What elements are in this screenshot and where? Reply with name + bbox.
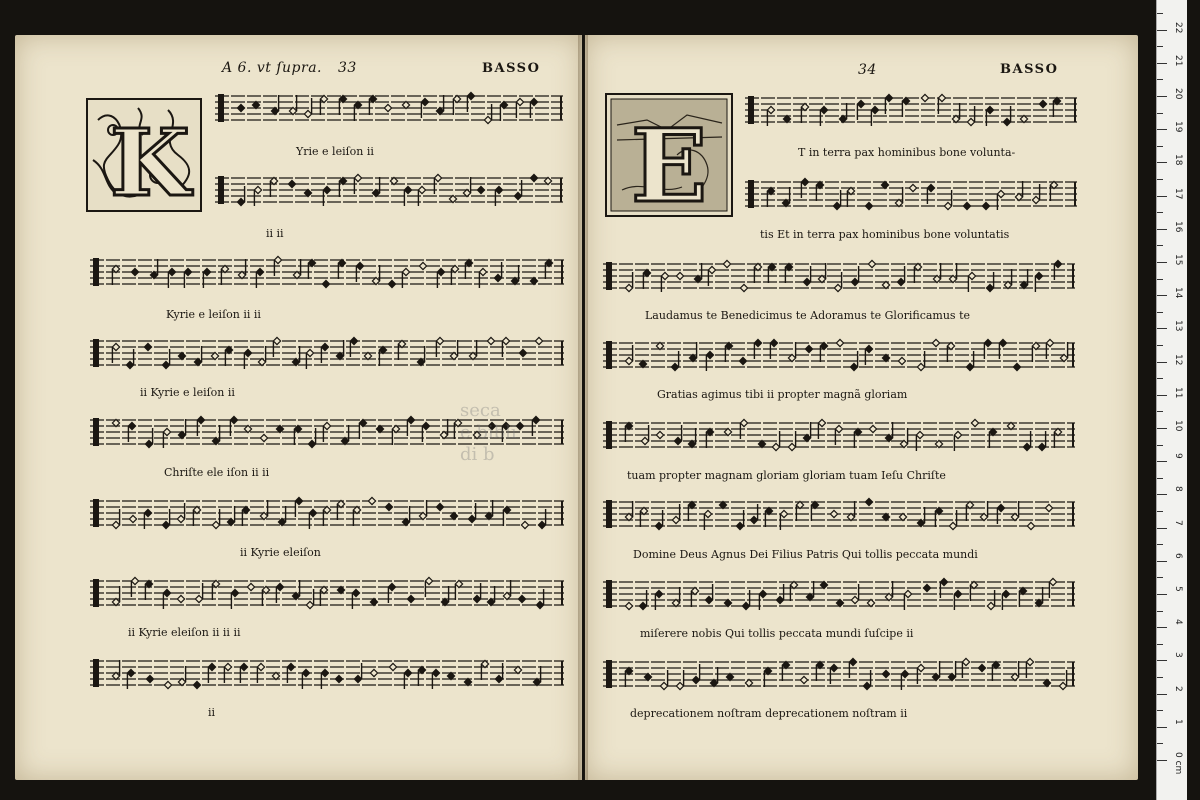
ruler-number: 19 bbox=[1173, 121, 1183, 133]
ruler-tick bbox=[1157, 561, 1167, 562]
ruler-tick bbox=[1157, 46, 1163, 47]
ruler-tick bbox=[1157, 694, 1167, 695]
music-staff bbox=[603, 335, 1075, 375]
lyric-line: Gratias agimus tibi ii propter magnã gloriam bbox=[657, 388, 908, 401]
music-staff bbox=[603, 494, 1075, 534]
ruler-tick bbox=[1157, 229, 1167, 230]
book-gutter bbox=[578, 35, 588, 780]
music-staff bbox=[745, 174, 1077, 214]
ruler-tick bbox=[1157, 212, 1163, 213]
ruler-number: 20 bbox=[1173, 88, 1183, 100]
ruler-tick bbox=[1157, 30, 1167, 31]
music-staff bbox=[90, 653, 564, 693]
measuring-ruler bbox=[1156, 0, 1187, 800]
lyric-line: Laudamus te Benedicimus te Adoramus te Glorificamus te bbox=[645, 309, 970, 322]
ruler-number: 15 bbox=[1173, 254, 1183, 266]
ruler-number: 7 bbox=[1173, 519, 1183, 526]
ruler-tick bbox=[1157, 196, 1167, 197]
ruler-tick bbox=[1157, 378, 1163, 379]
left-header-title: A 6. vt ſupra. bbox=[222, 60, 323, 76]
ruler-tick bbox=[1157, 461, 1167, 462]
lyric-line: T in terra pax hominibus bone volunta- bbox=[798, 146, 1016, 159]
ruler-number: 2 bbox=[1173, 685, 1183, 692]
ruler-tick bbox=[1157, 478, 1163, 479]
music-staff bbox=[603, 256, 1075, 296]
initial-e-letter: E bbox=[631, 107, 708, 215]
right-part-name: BASSO bbox=[1000, 62, 1059, 77]
lyric-line: tuam propter magnam gloriam gloriam tuam Ieſu Chriſte bbox=[627, 469, 946, 482]
music-staff bbox=[90, 333, 564, 373]
ruler-number: 18 bbox=[1173, 154, 1183, 166]
ruler-tick bbox=[1157, 611, 1163, 612]
ruler-tick bbox=[1157, 710, 1163, 711]
ruler-tick bbox=[1157, 395, 1167, 396]
ruler-number: 14 bbox=[1173, 287, 1183, 299]
ruler-number: 13 bbox=[1173, 320, 1183, 332]
watermark-line: e bibli bbox=[460, 422, 517, 443]
watermark-line: seca bbox=[460, 400, 501, 421]
lyric-line: ii Kyrie eleiſon bbox=[240, 546, 321, 559]
ruler-number: 6 bbox=[1173, 552, 1183, 559]
initial-k-letter: K bbox=[110, 109, 190, 210]
ruler-tick bbox=[1157, 312, 1163, 313]
ruler-number: 11 bbox=[1173, 386, 1183, 399]
music-staff bbox=[603, 654, 1075, 694]
ruler-number: 16 bbox=[1173, 220, 1183, 233]
ruler-tick bbox=[1157, 594, 1167, 595]
ruler-number: 0 cm bbox=[1173, 752, 1183, 775]
ruler-tick bbox=[1157, 528, 1167, 529]
ruler-tick bbox=[1157, 63, 1167, 64]
ruler-tick bbox=[1157, 743, 1163, 744]
ruler-number: 3 bbox=[1173, 652, 1183, 659]
initial-e-woodcut bbox=[605, 93, 733, 217]
ruler-tick bbox=[1157, 411, 1163, 412]
left-part-name: BASSO bbox=[482, 61, 541, 76]
ruler-tick bbox=[1157, 445, 1163, 446]
ruler-number: 12 bbox=[1173, 353, 1183, 366]
music-staff bbox=[90, 412, 564, 452]
ruler-tick bbox=[1157, 544, 1163, 545]
ruler-tick bbox=[1157, 644, 1163, 645]
ruler-number: 17 bbox=[1173, 187, 1183, 200]
ruler-number: 5 bbox=[1173, 586, 1183, 592]
music-staff bbox=[745, 90, 1077, 130]
ruler-number: 10 bbox=[1173, 420, 1183, 432]
ruler-tick bbox=[1157, 146, 1163, 147]
ruler-number: 8 bbox=[1173, 486, 1183, 493]
ruler-tick bbox=[1157, 627, 1167, 628]
ruler-tick bbox=[1157, 494, 1167, 495]
ruler-tick bbox=[1157, 677, 1163, 678]
left-page-number: 33 bbox=[338, 60, 357, 76]
lyric-line: miſerere nobis Qui tollis peccata mundi ſuſcipe ii bbox=[640, 627, 914, 640]
lyric-line: ii Kyrie eleiſon ii ii ii bbox=[128, 626, 241, 639]
ruler-tick bbox=[1157, 129, 1167, 130]
music-staff bbox=[603, 415, 1075, 455]
music-staff bbox=[215, 88, 563, 128]
ruler-tick bbox=[1157, 96, 1167, 97]
ruler-tick bbox=[1157, 79, 1163, 80]
music-staff bbox=[215, 170, 563, 210]
ruler-number: 21 bbox=[1173, 54, 1183, 67]
ruler-number: 1 bbox=[1173, 718, 1183, 725]
ruler-tick bbox=[1157, 295, 1167, 296]
watermark-line: di b bbox=[460, 444, 495, 465]
ruler-tick bbox=[1157, 362, 1167, 363]
music-staff bbox=[90, 493, 564, 533]
lyric-line: Chriſte ele iſon ii ii bbox=[164, 466, 270, 479]
initial-k-woodcut bbox=[86, 98, 202, 212]
ruler-tick bbox=[1157, 262, 1167, 263]
lyric-line: ii bbox=[208, 706, 216, 719]
ruler-tick bbox=[1157, 511, 1163, 512]
ruler-tick bbox=[1157, 727, 1167, 728]
lyric-line: Domine Deus Agnus Dei Filius Patris Qui tollis peccata mundi bbox=[633, 548, 978, 561]
lyric-line: Yrie e leiſon ii bbox=[296, 145, 374, 158]
ruler-tick bbox=[1157, 660, 1167, 661]
ruler-tick bbox=[1157, 428, 1167, 429]
lyric-line: tis Et in terra pax hominibus bone voluntatis bbox=[760, 228, 1010, 241]
ruler-tick bbox=[1157, 328, 1167, 329]
ruler-number: 22 bbox=[1173, 21, 1183, 34]
ruler-number: 4 bbox=[1173, 619, 1183, 625]
ruler-tick bbox=[1157, 245, 1163, 246]
ruler-tick bbox=[1157, 179, 1163, 180]
music-staff bbox=[90, 573, 564, 613]
ruler-tick bbox=[1157, 760, 1167, 761]
ruler-tick bbox=[1157, 113, 1163, 114]
right-page-number: 34 bbox=[858, 62, 877, 78]
lyric-line: ii ii bbox=[266, 227, 284, 240]
music-staff bbox=[90, 252, 564, 292]
ruler-tick bbox=[1157, 279, 1163, 280]
lyric-line: ii Kyrie e leiſon ii bbox=[140, 386, 235, 399]
ruler-tick bbox=[1157, 13, 1163, 14]
lyric-line: deprecationem noſtram deprecationem noſtram ii bbox=[630, 707, 908, 720]
ruler-number: 9 bbox=[1173, 453, 1183, 459]
music-staff bbox=[603, 574, 1075, 614]
ruler-tick bbox=[1157, 577, 1163, 578]
ruler-tick bbox=[1157, 162, 1167, 163]
lyric-line: Kyrie e leiſon ii ii bbox=[166, 308, 261, 321]
ruler-tick bbox=[1157, 345, 1163, 346]
